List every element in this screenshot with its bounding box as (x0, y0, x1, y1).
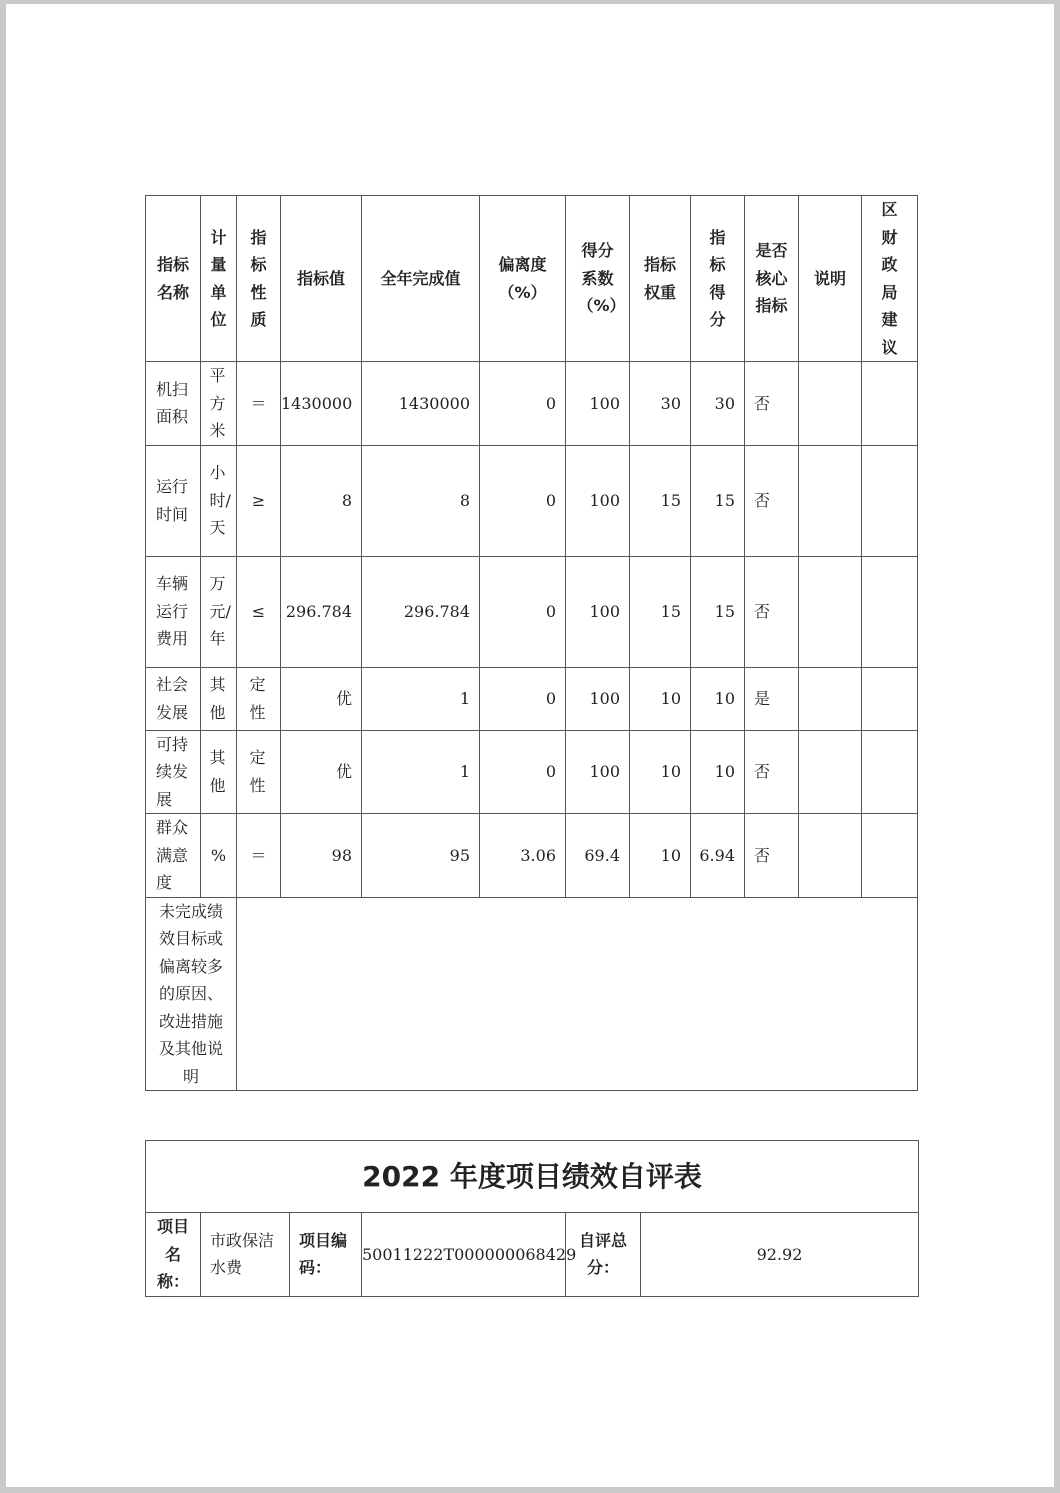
cell-weight: 15 (630, 556, 691, 667)
cell-score: 6.94 (691, 814, 745, 898)
cell-core: 否 (745, 730, 799, 814)
cell-actual: 95 (362, 814, 480, 898)
cell-core: 否 (745, 556, 799, 667)
reason-label: 未完成绩效目标或偏离较多的原因、改进措施及其他说明 (146, 897, 237, 1091)
cell-coef: 100 (566, 667, 630, 730)
cell-advice (862, 362, 918, 446)
cell-nature: ＝ (237, 362, 281, 446)
header-weight: 指标权重 (643, 255, 676, 302)
project-code-label: 项目编码： (290, 1213, 362, 1297)
header-unit: 计量单位 (210, 227, 227, 329)
table-row (146, 445, 918, 556)
cell-coef: 69.4 (566, 814, 630, 898)
cell-core: 否 (745, 362, 799, 446)
cell-deviation: 0 (480, 362, 566, 446)
cell-nature: ≥ (237, 445, 281, 556)
cell-advice (862, 814, 918, 898)
cell-unit: 万元/年 (209, 574, 231, 649)
cell-score: 15 (691, 556, 745, 667)
cell-weight: 10 (630, 814, 691, 898)
cell-unit: 其他 (209, 748, 226, 795)
table-row (146, 730, 918, 814)
cell-name: 群众满意度 (146, 814, 201, 898)
cell-weight: 10 (630, 730, 691, 814)
cell-target: 296.784 (281, 556, 362, 667)
cell-note (799, 730, 862, 814)
header-note: 说明 (799, 196, 862, 362)
cell-name: 车辆运行费用 (146, 556, 201, 667)
header-core: 是否核心指标 (755, 241, 788, 316)
cell-nature: 定性 (249, 675, 266, 722)
project-name-label: 项目名称： (156, 1217, 189, 1291)
reason-text (237, 897, 918, 1091)
cell-score: 10 (691, 730, 745, 814)
cell-weight: 15 (630, 445, 691, 556)
cell-coef: 100 (566, 556, 630, 667)
self-evaluation-table (145, 1140, 919, 1297)
cell-deviation: 0 (480, 445, 566, 556)
cell-note (799, 445, 862, 556)
cell-unit: 其他 (209, 675, 226, 722)
cell-unit: 小时/天 (209, 463, 231, 538)
indicator-table (145, 195, 918, 1091)
cell-weight: 30 (630, 362, 691, 446)
cell-deviation: 0 (480, 556, 566, 667)
header-actual: 全年完成值 (362, 196, 480, 362)
cell-target: 8 (281, 445, 362, 556)
header-target: 指标值 (281, 196, 362, 362)
cell-note (799, 667, 862, 730)
header-deviation: 偏离度（%） (498, 255, 547, 302)
cell-advice (862, 556, 918, 667)
cell-advice (862, 730, 918, 814)
project-name: 市政保洁水费 (201, 1213, 290, 1297)
cell-core: 是 (745, 667, 799, 730)
table-row (146, 556, 918, 667)
cell-nature: 定性 (249, 748, 266, 795)
cell-note (799, 814, 862, 898)
cell-actual: 1430000 (362, 362, 480, 446)
cell-unit: 平方米 (209, 366, 226, 440)
table-row (146, 814, 918, 898)
cell-name: 可持续发展 (146, 730, 201, 814)
cell-nature: ≤ (237, 556, 281, 667)
cell-nature: ＝ (237, 814, 281, 898)
cell-actual: 1 (362, 667, 480, 730)
cell-score: 10 (691, 667, 745, 730)
header-coef: 得分系数（%） (577, 241, 626, 316)
cell-note (799, 362, 862, 446)
total-score: 92.92 (641, 1213, 919, 1297)
cell-weight: 10 (630, 667, 691, 730)
cell-deviation: 0 (480, 730, 566, 814)
score-label: 自评总分： (566, 1213, 641, 1297)
cell-coef: 100 (566, 445, 630, 556)
cell-name: 运行时间 (146, 445, 201, 556)
eval-info-row (146, 1213, 919, 1297)
document-page (6, 4, 1054, 1487)
cell-core: 否 (745, 445, 799, 556)
cell-score: 30 (691, 362, 745, 446)
eval-title: 2022 年度项目绩效自评表 (146, 1141, 919, 1213)
cell-score: 15 (691, 445, 745, 556)
cell-actual: 8 (362, 445, 480, 556)
cell-target: 优 (281, 667, 362, 730)
table-header-row (146, 196, 918, 362)
cell-coef: 100 (566, 362, 630, 446)
cell-target: 优 (281, 730, 362, 814)
cell-name: 社会发展 (146, 667, 201, 730)
cell-deviation: 3.06 (480, 814, 566, 898)
cell-note (799, 556, 862, 667)
cell-target: 1430000 (281, 362, 362, 446)
cell-name: 机扫面积 (146, 362, 201, 446)
cell-unit: % (201, 814, 237, 898)
project-code: 50011222T000000068429 (362, 1213, 566, 1297)
header-score: 指标得分 (709, 227, 726, 329)
cell-advice (862, 667, 918, 730)
eval-title-row (146, 1141, 919, 1213)
cell-core: 否 (745, 814, 799, 898)
header-nature: 指标性质 (250, 227, 267, 329)
reason-row (146, 897, 918, 1091)
table-row (146, 667, 918, 730)
header-advice: 区财政局建议 (881, 200, 898, 357)
header-indicator-name: 指标名称 (156, 255, 189, 302)
cell-advice (862, 445, 918, 556)
cell-coef: 100 (566, 730, 630, 814)
cell-actual: 1 (362, 730, 480, 814)
cell-target: 98 (281, 814, 362, 898)
cell-deviation: 0 (480, 667, 566, 730)
cell-actual: 296.784 (362, 556, 480, 667)
table-row (146, 362, 918, 446)
